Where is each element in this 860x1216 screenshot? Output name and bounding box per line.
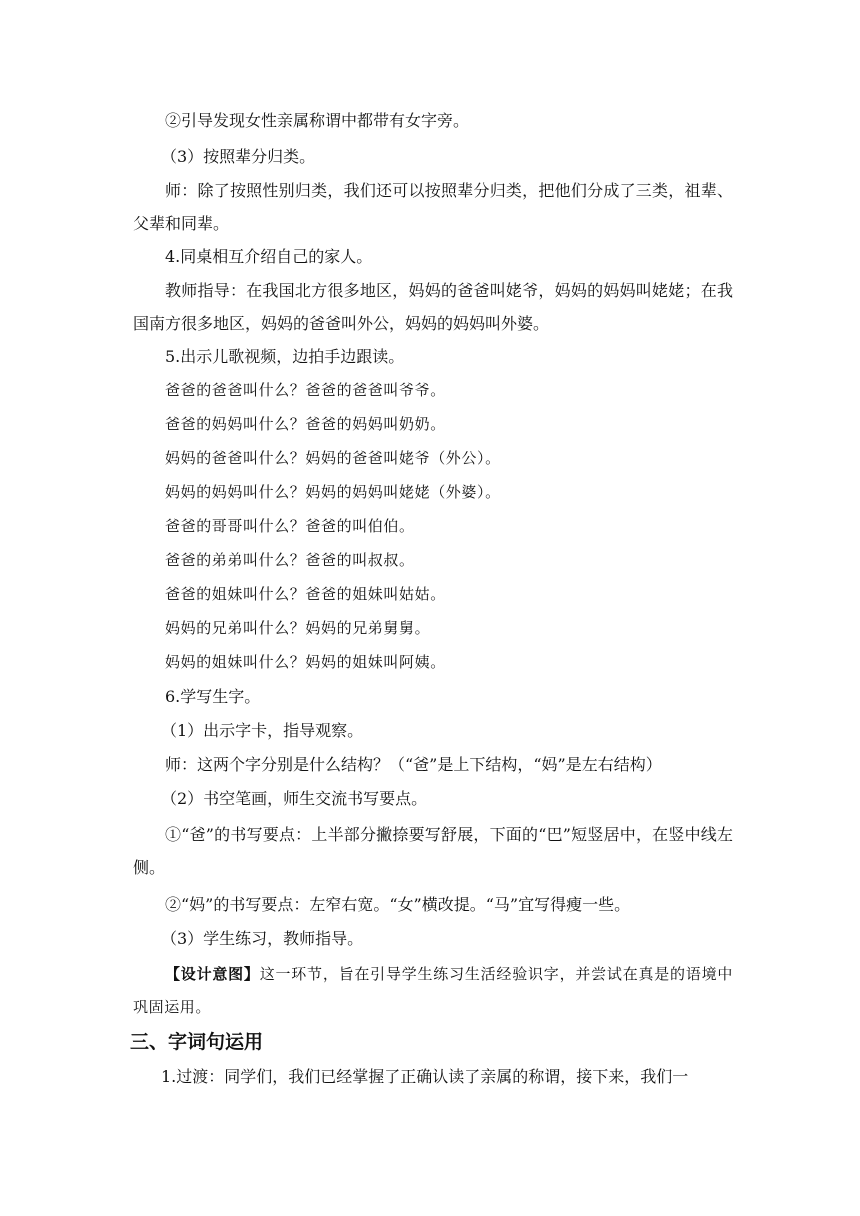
paragraph-student-practice: （3）学生练习，教师指导。 [161, 929, 364, 948]
design-intent-text: 这一环节，旨在引导学生练习生活经验识字，并尝试在真是的语境中巩固运用。 [133, 965, 733, 1016]
paragraph-show-video: 5.出示儿歌视频，边拍手边跟读。 [165, 347, 405, 366]
song-line: 妈妈的爸爸叫什么？妈妈的爸爸叫姥爷（外公）。 [165, 449, 501, 467]
paragraph-ma-points: ②“妈”的书写要点：左窄右宽。“女”横改提。“马”宜写得瘦一些。 [165, 895, 631, 914]
section-heading: 三、字词句运用 [130, 1031, 264, 1053]
paragraph-ba-points: ①“爸”的书写要点：上半部分撇捺要写舒展，下面的“巴”短竖居中，在竖中线左侧。 [133, 825, 733, 877]
song-line: 爸爸的姐妹叫什么？爸爸的姐妹叫姑姑。 [165, 585, 446, 603]
song-line: 妈妈的姐妹叫什么？妈妈的姐妹叫阿姨。 [165, 653, 446, 671]
song-line: 妈妈的妈妈叫什么？妈妈的妈妈叫姥姥（外婆）。 [165, 483, 501, 501]
design-intent [133, 958, 733, 1024]
paragraph-teacher-generation: 师：除了按照性别归类，我们还可以按照辈分归类，把他们分成了三类，祖辈、父辈和同辈。 [133, 181, 733, 233]
paragraph-teacher-structure: 师：这两个字分别是什么结构？（“爸”是上下结构，“妈”是左右结构） [165, 755, 662, 774]
song-line: 妈妈的兄弟叫什么？妈妈的兄弟舅舅。 [165, 619, 431, 637]
paragraph-teacher-guidance: 教师指导：在我国北方很多地区，妈妈的爸爸叫姥爷，妈妈的妈妈叫姥姥；在我国南方很多地区，妈妈的爸爸叫外公，妈妈的妈妈叫外婆。 [133, 281, 733, 333]
song-line: 爸爸的爸爸叫什么？爸爸的爸爸叫爷爷。 [165, 381, 446, 399]
paragraph-air-writing: （2）书空笔画，师生交流书写要点。 [161, 789, 428, 808]
paragraph-write-characters: 6.学写生字。 [165, 687, 261, 706]
paragraph-transition: 1.过渡：同学们，我们已经掌握了正确认读了亲属的称谓，接下来，我们一 [161, 1067, 689, 1086]
paragraph-female-radical: ②引导发现女性亲属称谓中都带有女字旁。 [165, 111, 470, 130]
paragraph-classify-generation: （3）按照辈分归类。 [161, 147, 316, 166]
song-line: 爸爸的妈妈叫什么？爸爸的妈妈叫奶奶。 [165, 415, 446, 433]
song-line: 爸爸的弟弟叫什么？爸爸的叫叔叔。 [165, 551, 415, 569]
paragraph-show-cards: （1）出示字卡，指导观察。 [161, 721, 364, 740]
paragraph-introduce-family: 4.同桌相互介绍自己的家人。 [165, 247, 373, 266]
song-line: 爸爸的哥哥叫什么？爸爸的叫伯伯。 [165, 517, 415, 535]
design-intent-label: 【设计意图】 [165, 965, 260, 983]
